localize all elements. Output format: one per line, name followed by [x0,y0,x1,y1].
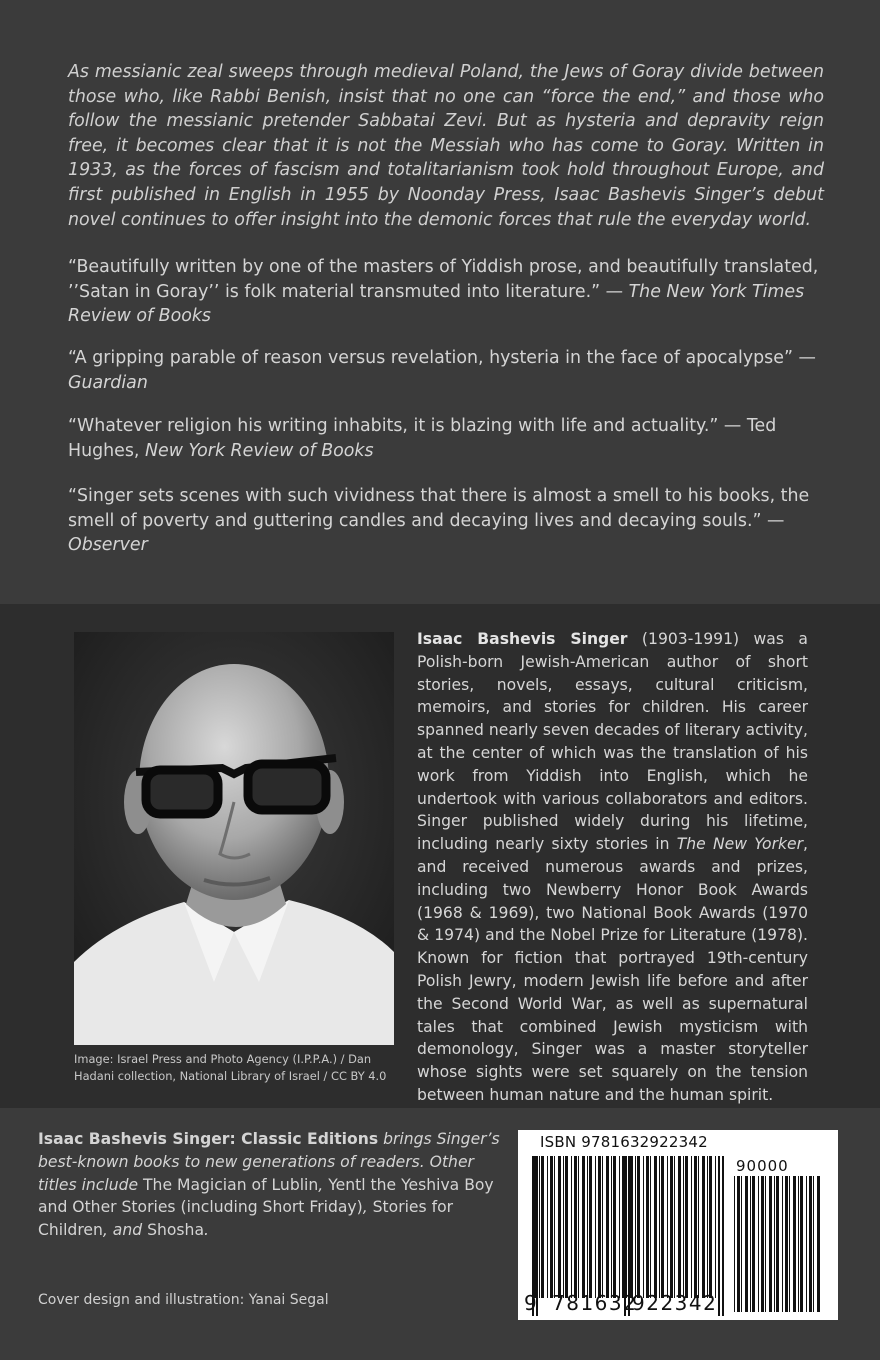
barcode-bar [565,1156,568,1298]
title-magician: The Magician of Lublin [143,1175,319,1194]
barcode-bar [745,1176,748,1312]
barcode-bar [613,1156,616,1298]
barcode-bar [539,1156,540,1298]
title-stories-children: Stories for Children [38,1198,454,1240]
barcode-bar [550,1156,553,1298]
barcode-bar [547,1156,548,1298]
barcode-bar [563,1156,564,1298]
quote-source: Guardian [68,372,148,393]
quote-source: New York Review of Books [144,440,374,461]
quote-text: “Whatever religion his writing inhabits, it is blazing with life and actuality.” — Ted Hughes, [68,416,777,461]
author-name: Isaac Bashevis Singer [417,630,628,648]
barcode-bar [602,1156,603,1298]
barcode-bar [752,1176,755,1312]
barcode-bar [698,1156,699,1298]
barcode-bar [654,1156,657,1298]
barcode-bar [761,1176,764,1312]
barcode-bar [817,1176,820,1312]
barcode-bar [643,1156,644,1298]
barcode-bar [774,1176,775,1312]
photo-caption: Image: Israel Press and Photo Agency (I.P.P.A.) / Dan Hadani collection, National Library of Israel / CC BY 4.0 [74,1052,387,1083]
review-quote-guardian [68,346,828,395]
barcode-bar [707,1156,708,1298]
barcode-bar [541,1156,544,1298]
barcode-bar [734,1176,735,1312]
barcode-bar [611,1156,612,1298]
barcode-bar [650,1156,651,1298]
barcode-bar [637,1156,640,1298]
bio-magazine: The New Yorker [676,835,804,854]
review-quote-observer [68,484,828,558]
barcode-bar [782,1176,783,1312]
barcode-bar [554,1156,555,1298]
classic-editions-note [38,1128,500,1242]
barcode-bar [691,1156,692,1298]
barcode-bar [646,1156,649,1298]
barcode-bar [635,1156,636,1298]
barcode-bar [789,1176,790,1312]
bio-text-part1: (1903-1991) was a Polish-born Jewish-American author of short stories, novels, essays, cultural criticism, memoirs, and stories for children. His career spanned nearly seven decades of literary activity, at the center of which was the translation of his work from Yiddish into English, which he undertook with various collaborators and editors. Singer published widely during his lifetime, including nearly sixty stories in [417,630,808,854]
barcode-bar [598,1156,601,1298]
barcode-bar [626,1156,627,1298]
barcode-bar [758,1176,759,1312]
barcode-bar [715,1156,716,1298]
barcode-bar [750,1176,751,1312]
barcode-bar [659,1156,660,1298]
separator: , [318,1175,329,1194]
author-photo [74,632,394,1045]
barcode-guard-bar [718,1156,720,1316]
barcode-bar [630,1156,633,1298]
barcode-bar [595,1156,596,1298]
barcode-bar [558,1156,561,1298]
separator: , and [102,1221,148,1240]
barcode-bar [776,1176,779,1312]
barcode-bar [809,1176,812,1312]
quote-text: “A gripping parable of reason versus revelation, hysteria in the face of apocalypse” — [68,348,816,368]
barcode-bar [574,1156,577,1298]
barcode-bar [571,1156,572,1298]
review-quote-ted-hughes [68,414,828,463]
separator: , [362,1198,373,1217]
barcode-bar [578,1156,579,1298]
barcode-bar [737,1176,740,1312]
barcode-bar [793,1176,796,1312]
barcode-bar [667,1156,668,1298]
barcode-bar [589,1156,592,1298]
series-intro: brings Singer’s best-known books to new generations of readers. Other titles include [38,1130,500,1194]
barcode-bar [798,1176,799,1312]
barcode-bar [683,1156,684,1298]
barcode-bar [741,1176,742,1312]
barcode-bar [813,1176,814,1312]
barcode-bar [769,1176,772,1312]
cover-credit: Cover design and illustration: Yanai Segal [38,1292,329,1308]
barcode-bar [800,1176,803,1312]
quote-text: “Beautifully written by one of the masters of Yiddish prose, and beautifully translated, ’’Satan in Goray’’ is folk material transmuted into literature.” — [68,257,819,302]
terminator: . [204,1221,209,1240]
title-shosha: Shosha [147,1221,204,1240]
quote-text: “Singer sets scenes with such vividness that there is almost a smell to his books, the smell of poverty and guttering candles and decaying lives and decaying souls.” — [68,486,810,531]
barcode-bar [678,1156,681,1298]
barcode-bar [785,1176,788,1312]
barcode-digit-first: 9 [524,1291,539,1315]
barcode-bar [694,1156,697,1298]
barcode-guard-bar [722,1156,724,1316]
book-blurb: As messianic zeal sweeps through medieval Poland, the Jews of Goray divide between those who, like Rabbi Benish, insist that no one can “force the end,” and those who follow the messianic pretender Sabbatai Zevi. But as hysteria and depravity reign free, it becomes clear that it is not the Messiah who has come to Goray. Written in 1933, as the forces of fascism and totalitarianism took hold throughout Europe, and first published in English in 1955 by Noonday Press, Isaac Bashevis Singer’s debut novel continues to offer insight into the demonic forces that rule the everyday world. [68,62,824,230]
barcode-digit-group1: 781632 [552,1291,638,1315]
barcode-bar [619,1156,620,1298]
price-code: 90000 [736,1157,789,1175]
barcode-digit-group2: 922342 [632,1291,718,1315]
barcode-bar [674,1156,675,1298]
quote-source: The New York Times Review of Books [68,281,805,327]
barcode-bar [685,1156,688,1298]
review-quote-nyt [68,255,828,329]
author-portrait-illustration [74,632,394,1045]
barcode-bar [582,1156,585,1298]
barcode-bar [806,1176,807,1312]
title-yentl: Yentl the Yeshiva Boy and Other Stories (including Short Friday) [38,1175,494,1217]
author-biography [417,628,808,1107]
quote-source: Observer [68,535,148,556]
barcode-bar [587,1156,588,1298]
barcode-bar [709,1156,712,1298]
barcode-bar [661,1156,664,1298]
bio-text-part2: , and received numerous awards and prizes, including two Newberry Honor Book Awards (1968 & 1969), two National Book Awards (1970 & 1974) and the Nobel Prize for Literature (1978). Known for fiction that portrayed 19th-century Polish Jewry, modern Jewish life before and after the Second World War, as well as supernatural tales that combined Jewish mysticism with demonology, Singer was a master storyteller whose sights were set squarely on the tension between human nature and the human spirit. [417,835,808,1104]
barcode-bar [765,1176,766,1312]
barcode-bar [670,1156,673,1298]
isbn-label: ISBN 9781632922342 [540,1133,708,1151]
barcode-bar [702,1156,705,1298]
series-name: Isaac Bashevis Singer: Classic Editions [38,1130,379,1148]
barcode-bar [606,1156,609,1298]
